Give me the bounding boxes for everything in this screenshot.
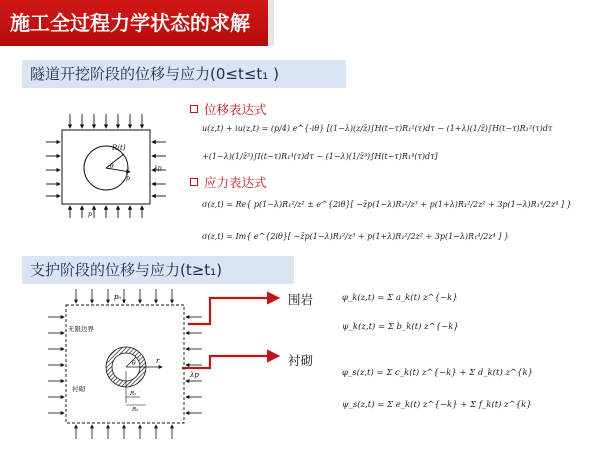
p-bottom-label: p — [88, 211, 92, 218]
equation-phi-s: φ_s(z,t) = Σ c_k(t) z^{−k} + Σ d_k(t) z^{k} — [342, 368, 534, 378]
theta-label: θ — [110, 163, 114, 170]
bullet-displacement — [190, 100, 267, 118]
section-support-stage: 支护阶段的位移与应力(t≥t₁) — [22, 256, 294, 284]
equation-stress-1: σ(z,t) = Re{ p(1−λ)R₁²/z² ± e^{2iθ}[ −z̄p(1−λ)R₁²/z³ + p(1+λ)R₁²/2z² + 3p(1−λ)R₁⁴/2z⁴ ] } — [202, 200, 572, 209]
infinite-boundary-label: 无限边界 — [68, 325, 94, 333]
equation-psi-k: ψ_k(z,t) = Σ b_k(t) z^{−k} — [342, 322, 459, 332]
lining-label: 衬砌 — [288, 353, 314, 368]
lining-diagram-label: 衬砌 — [72, 385, 85, 393]
lambda-p2-label: λp — [190, 371, 199, 379]
equation-displacement-2: +(1−λ)(1/z̄³)∫I(t−τ)R₁⁴(τ)dτ − (1−λ)(1/z̄³)∫H(t−τ)R₁⁴(τ)dτ] — [202, 152, 438, 161]
r1-label: R₁ — [130, 391, 137, 397]
bullet-square-icon — [190, 178, 198, 186]
section-excavation-stage: 隧道开挖阶段的位移与应力(0≤t≤t₁ ) — [22, 60, 346, 88]
bullet-stress-label: 应力表达式 — [204, 175, 267, 190]
theta2-label: θ — [132, 360, 136, 367]
bullet-stress — [190, 173, 267, 191]
lambda-p-label: λp — [154, 165, 162, 172]
equation-stress-2: σ(z,t) = Im{ e^{2iθ}[ −z̄p(1−λ)R₁²/z³ + p(1+λ)R₁²/2z² + 3p(1−λ)R₁⁴/2z⁴ ] } — [202, 232, 509, 241]
connector-arrows — [180, 286, 290, 386]
page-title: 施工全过程力学状态的求解 — [0, 0, 268, 46]
p0-label: p₀ — [114, 293, 122, 301]
p-inner-label: p — [126, 175, 130, 182]
bullet-square-icon — [190, 105, 198, 113]
r2-label: R₂ — [132, 407, 139, 413]
r-axis-label: r — [156, 357, 160, 365]
radius-label: R(t) — [112, 144, 126, 152]
equation-psi-s: ψ_s(z,t) = Σ e_k(t) z^{−k} + Σ f_k(t) z^{k} — [342, 400, 532, 410]
excavation-diagram — [40, 108, 170, 218]
bullet-displacement-label: 位移表达式 — [204, 102, 267, 117]
surrounding-rock-label: 围岩 — [288, 292, 314, 307]
equation-displacement-1: u(z,t) + iu(z,t) = (p/4) e^{-iθ} [(1−λ)(z/z̄)∫H(t−τ)R₁²(τ)dτ − (1+λ)(1/z̄)∫H(t−τ)R₁²(τ)dτ — [202, 124, 553, 133]
equation-phi-k: φ_k(z,t) = Σ a_k(t) z^{−k} — [342, 293, 458, 303]
